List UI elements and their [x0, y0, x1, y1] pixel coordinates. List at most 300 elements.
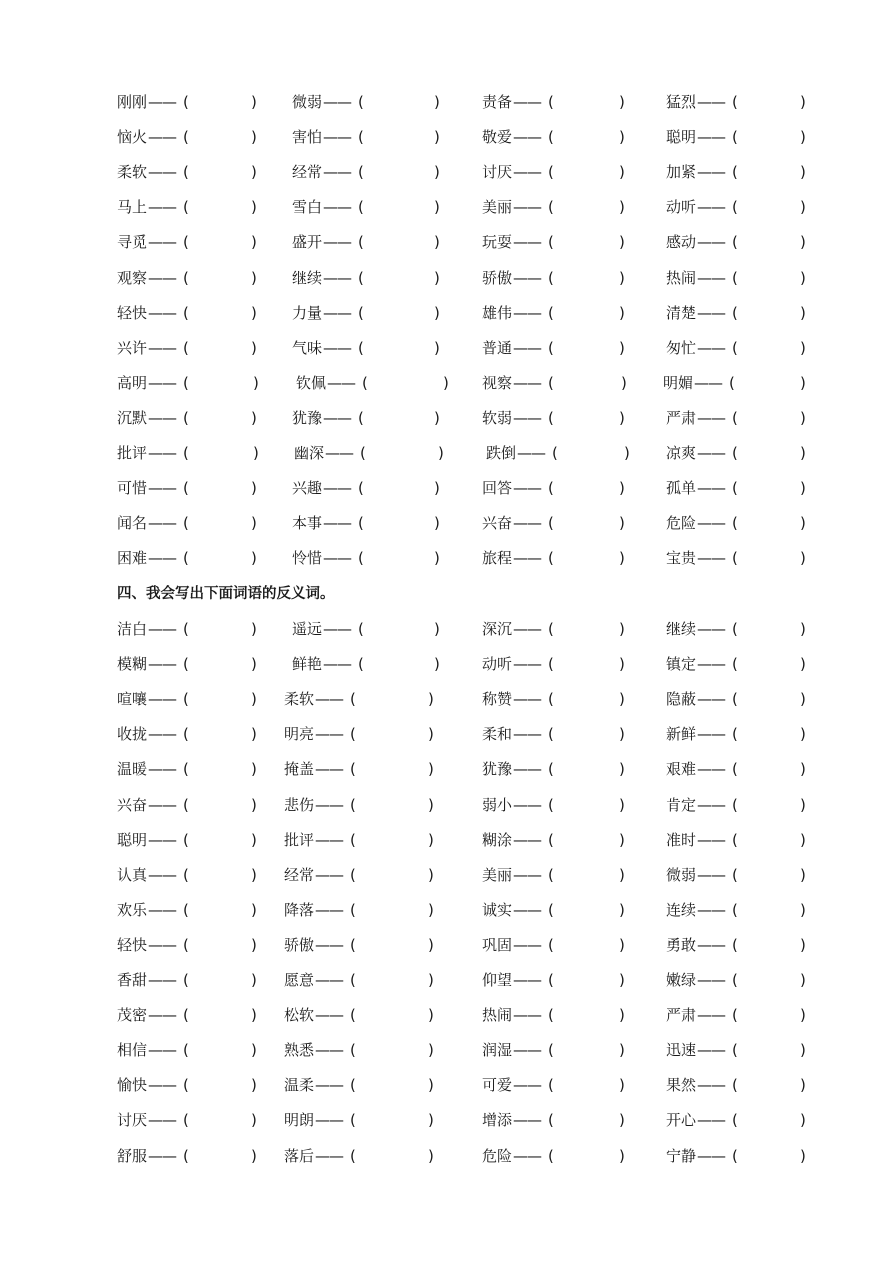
dash-separator: —— — [315, 1041, 344, 1060]
word-entry — [292, 406, 444, 430]
word-entry — [482, 336, 629, 360]
answer-open-paren: ( — [732, 1076, 738, 1095]
answer-close-paren: ) — [251, 338, 257, 357]
word-text: 肯定 — [666, 795, 697, 814]
answer-open-paren: ( — [183, 233, 189, 252]
dash-separator: —— — [148, 303, 177, 322]
answer-close-paren: ) — [800, 795, 806, 814]
dash-separator: —— — [148, 620, 177, 638]
answer-open-paren: ( — [732, 338, 738, 357]
word-text: 兴奋 — [117, 795, 148, 814]
word-text: 认真 — [117, 865, 148, 884]
dash-separator: —— — [513, 128, 542, 147]
dash-separator: —— — [513, 163, 542, 182]
word-text: 经常 — [284, 865, 315, 884]
word-entry — [666, 266, 810, 290]
answer-open-paren: ( — [358, 163, 364, 182]
answer-close-paren: ) — [800, 268, 806, 287]
answer-open-paren: ( — [732, 865, 738, 884]
word-text: 柔软 — [117, 163, 148, 182]
answer-close-paren: ) — [800, 655, 806, 674]
answer-open-paren: ( — [183, 620, 189, 638]
dash-separator: —— — [323, 303, 352, 322]
word-entry — [666, 511, 810, 535]
answer-open-paren: ( — [183, 760, 189, 779]
dash-separator: —— — [323, 620, 352, 638]
dash-separator: —— — [315, 971, 344, 989]
word-entry — [117, 1108, 261, 1132]
answer-close-paren: ) — [253, 444, 259, 462]
word-row — [0, 652, 892, 676]
word-text: 气味 — [292, 338, 323, 357]
dash-separator: —— — [148, 690, 177, 709]
word-text: 热闹 — [666, 268, 697, 287]
answer-close-paren: ) — [251, 408, 257, 427]
answer-open-paren: ( — [732, 760, 738, 779]
word-entry — [292, 476, 444, 500]
word-text: 增添 — [482, 1111, 513, 1130]
word-entry — [292, 90, 444, 114]
word-entry — [482, 476, 629, 500]
word-entry — [666, 1038, 810, 1062]
answer-open-paren: ( — [548, 865, 554, 884]
word-entry — [666, 968, 810, 992]
word-entry — [292, 230, 444, 254]
dash-separator: —— — [694, 373, 723, 392]
answer-close-paren: ) — [428, 865, 434, 884]
word-text: 润湿 — [482, 1041, 513, 1060]
word-text: 讨厌 — [482, 163, 513, 182]
answer-close-paren: ) — [800, 233, 806, 252]
answer-open-paren: ( — [358, 268, 364, 287]
answer-close-paren: ) — [251, 479, 257, 498]
answer-close-paren: ) — [434, 268, 440, 287]
word-text: 兴趣 — [292, 479, 323, 498]
answer-open-paren: ( — [548, 655, 554, 674]
word-text: 嫩绿 — [666, 971, 697, 989]
answer-open-paren: ( — [548, 338, 554, 357]
answer-close-paren: ) — [251, 1076, 257, 1095]
word-text: 动听 — [482, 655, 513, 674]
dash-separator: —— — [148, 900, 177, 919]
dash-separator: —— — [513, 303, 542, 322]
word-text: 隐蔽 — [666, 690, 697, 709]
answer-open-paren: ( — [548, 795, 554, 814]
word-text: 聪明 — [666, 128, 697, 147]
answer-close-paren: ) — [800, 865, 806, 884]
word-entry — [482, 968, 629, 992]
answer-close-paren: ) — [251, 233, 257, 252]
word-text: 迅速 — [666, 1041, 697, 1060]
word-entry — [284, 1038, 438, 1062]
word-entry — [482, 406, 629, 430]
answer-close-paren: ) — [619, 1146, 625, 1165]
answer-open-paren: ( — [183, 655, 189, 674]
answer-close-paren: ) — [251, 865, 257, 884]
word-text: 感动 — [666, 233, 697, 252]
answer-open-paren: ( — [548, 479, 554, 498]
dash-separator: —— — [697, 795, 726, 814]
dash-separator: —— — [697, 760, 726, 779]
word-text: 继续 — [666, 620, 697, 638]
word-entry — [666, 160, 810, 184]
answer-close-paren: ) — [800, 163, 806, 182]
dash-separator: —— — [148, 373, 177, 392]
word-text: 雪白 — [292, 198, 323, 217]
dash-separator: —— — [513, 268, 542, 287]
word-text: 茂密 — [117, 1006, 148, 1025]
word-entry — [666, 230, 810, 254]
word-text: 温柔 — [284, 1076, 315, 1095]
word-entry — [666, 617, 810, 641]
word-row — [0, 441, 892, 465]
dash-separator: —— — [315, 935, 344, 954]
word-entry — [284, 687, 438, 711]
word-entry — [666, 793, 810, 817]
dash-separator: —— — [513, 373, 542, 392]
answer-close-paren: ) — [251, 1041, 257, 1060]
answer-open-paren: ( — [358, 338, 364, 357]
dash-separator: —— — [315, 830, 344, 849]
dash-separator: —— — [697, 303, 726, 322]
word-entry — [117, 898, 261, 922]
answer-open-paren: ( — [183, 373, 189, 392]
word-entry — [284, 898, 438, 922]
word-text: 恼火 — [117, 128, 148, 147]
word-text: 犹豫 — [292, 408, 323, 427]
word-text: 骄傲 — [284, 935, 315, 954]
word-entry — [117, 617, 261, 641]
word-entry — [482, 90, 629, 114]
dash-separator: —— — [697, 479, 726, 498]
dash-separator: —— — [323, 338, 352, 357]
word-text: 美丽 — [482, 865, 513, 884]
dash-separator: —— — [513, 865, 542, 884]
word-entry — [117, 1073, 261, 1097]
word-text: 熟悉 — [284, 1041, 315, 1060]
answer-close-paren: ) — [251, 1111, 257, 1130]
dash-separator: —— — [697, 1111, 726, 1130]
answer-close-paren: ) — [251, 198, 257, 217]
answer-close-paren: ) — [619, 338, 625, 357]
answer-open-paren: ( — [358, 408, 364, 427]
answer-open-paren: ( — [183, 795, 189, 814]
word-row — [0, 722, 892, 746]
word-text: 果然 — [666, 1076, 697, 1095]
answer-close-paren: ) — [619, 408, 625, 427]
dash-separator: —— — [697, 198, 726, 217]
answer-open-paren: ( — [350, 1146, 356, 1165]
word-text: 降落 — [284, 900, 315, 919]
dash-separator: —— — [148, 163, 177, 182]
word-entry — [284, 793, 438, 817]
dash-separator: —— — [315, 690, 344, 709]
word-text: 深沉 — [482, 620, 513, 638]
answer-close-paren: ) — [619, 514, 625, 533]
answer-close-paren: ) — [800, 479, 806, 498]
word-text: 幽深 — [294, 444, 325, 462]
answer-open-paren: ( — [548, 373, 554, 392]
word-entry — [666, 406, 810, 430]
word-entry — [482, 1144, 629, 1168]
answer-open-paren: ( — [548, 620, 554, 638]
word-row — [0, 230, 892, 254]
answer-open-paren: ( — [552, 444, 558, 462]
answer-open-paren: ( — [732, 549, 738, 568]
word-entry — [482, 511, 629, 535]
dash-separator: —— — [513, 408, 542, 427]
answer-close-paren: ) — [800, 725, 806, 744]
answer-open-paren: ( — [732, 690, 738, 709]
answer-close-paren: ) — [619, 233, 625, 252]
word-entry — [292, 652, 444, 676]
answer-close-paren: ) — [800, 549, 806, 568]
word-text: 相信 — [117, 1041, 148, 1060]
dash-separator: —— — [315, 725, 344, 744]
word-entry — [482, 863, 629, 887]
word-entry — [482, 757, 629, 781]
word-text: 钦佩 — [296, 373, 327, 392]
dash-separator: —— — [513, 1111, 542, 1130]
dash-separator: —— — [697, 900, 726, 919]
dash-separator: —— — [323, 163, 352, 182]
word-text: 洁白 — [117, 620, 148, 638]
answer-open-paren: ( — [350, 1006, 356, 1025]
word-text: 微弱 — [666, 865, 697, 884]
answer-close-paren: ) — [800, 760, 806, 779]
answer-open-paren: ( — [358, 514, 364, 533]
answer-open-paren: ( — [548, 408, 554, 427]
answer-close-paren: ) — [619, 971, 625, 989]
answer-close-paren: ) — [251, 935, 257, 954]
answer-open-paren: ( — [183, 865, 189, 884]
word-entry — [482, 1108, 629, 1132]
word-entry — [284, 1003, 438, 1027]
word-text: 欢乐 — [117, 900, 148, 919]
dash-separator: —— — [148, 1041, 177, 1060]
answer-close-paren: ) — [251, 163, 257, 182]
answer-open-paren: ( — [732, 655, 738, 674]
answer-close-paren: ) — [428, 830, 434, 849]
dash-separator: —— — [513, 198, 542, 217]
word-text: 艰难 — [666, 760, 697, 779]
word-entry — [666, 336, 810, 360]
word-text: 明朗 — [284, 1111, 315, 1130]
dash-separator: —— — [697, 1041, 726, 1060]
answer-open-paren: ( — [358, 549, 364, 568]
dash-separator: —— — [148, 198, 177, 217]
word-entry — [482, 371, 631, 395]
word-row — [0, 1038, 892, 1062]
dash-separator: —— — [148, 514, 177, 533]
word-entry — [666, 90, 810, 114]
word-text: 温暖 — [117, 760, 148, 779]
word-row — [0, 687, 892, 711]
answer-close-paren: ) — [434, 338, 440, 357]
answer-open-paren: ( — [350, 725, 356, 744]
word-entry — [666, 863, 810, 887]
word-text: 批评 — [117, 444, 148, 462]
answer-close-paren: ) — [619, 760, 625, 779]
answer-close-paren: ) — [619, 620, 625, 638]
answer-close-paren: ) — [800, 373, 806, 392]
word-entry — [666, 125, 810, 149]
dash-separator: —— — [315, 1146, 344, 1165]
dash-separator: —— — [148, 655, 177, 674]
word-text: 香甜 — [117, 971, 148, 989]
word-entry — [482, 722, 629, 746]
word-text: 模糊 — [117, 655, 148, 674]
word-entry — [666, 441, 810, 465]
answer-open-paren: ( — [548, 1111, 554, 1130]
answer-close-paren: ) — [251, 690, 257, 709]
word-entry — [666, 195, 810, 219]
dash-separator: —— — [513, 830, 542, 849]
answer-open-paren: ( — [732, 444, 738, 462]
word-entry — [117, 863, 261, 887]
dash-separator: —— — [513, 620, 542, 638]
word-text: 跌倒 — [486, 444, 517, 462]
word-entry — [666, 828, 810, 852]
word-entry — [666, 933, 810, 957]
word-text: 加紧 — [666, 163, 697, 182]
answer-open-paren: ( — [358, 233, 364, 252]
word-entry — [284, 1144, 438, 1168]
answer-open-paren: ( — [729, 373, 735, 392]
word-row — [0, 125, 892, 149]
word-text: 怜惜 — [292, 549, 323, 568]
word-text: 诚实 — [482, 900, 513, 919]
word-text: 宝贵 — [666, 549, 697, 568]
dash-separator: —— — [323, 93, 352, 111]
dash-separator: —— — [148, 971, 177, 989]
answer-open-paren: ( — [548, 1041, 554, 1060]
dash-separator: —— — [697, 128, 726, 147]
word-entry — [482, 617, 629, 641]
answer-open-paren: ( — [548, 1146, 554, 1165]
dash-separator: —— — [697, 655, 726, 674]
word-text: 愉快 — [117, 1076, 148, 1095]
dash-separator: —— — [323, 233, 352, 252]
word-entry — [482, 266, 629, 290]
dash-separator: —— — [697, 830, 726, 849]
answer-close-paren: ) — [251, 1006, 257, 1025]
word-row — [0, 546, 892, 570]
dash-separator: —— — [315, 1006, 344, 1025]
word-entry — [666, 476, 810, 500]
word-text: 愿意 — [284, 971, 315, 989]
word-text: 开心 — [666, 1111, 697, 1130]
answer-open-paren: ( — [732, 128, 738, 147]
dash-separator: —— — [697, 935, 726, 954]
answer-close-paren: ) — [434, 198, 440, 217]
answer-open-paren: ( — [183, 408, 189, 427]
word-text: 本事 — [292, 514, 323, 533]
word-entry — [117, 933, 261, 957]
answer-open-paren: ( — [732, 935, 738, 954]
word-text: 严肃 — [666, 1006, 697, 1025]
word-entry — [666, 898, 810, 922]
answer-close-paren: ) — [434, 655, 440, 674]
dash-separator: —— — [513, 760, 542, 779]
dash-separator: —— — [697, 620, 726, 638]
answer-close-paren: ) — [251, 620, 257, 638]
answer-open-paren: ( — [183, 830, 189, 849]
dash-separator: —— — [697, 444, 726, 462]
dash-separator: —— — [697, 408, 726, 427]
word-row — [0, 511, 892, 535]
answer-open-paren: ( — [183, 479, 189, 498]
dash-separator: —— — [697, 93, 726, 111]
word-text: 凉爽 — [666, 444, 697, 462]
word-entry — [117, 1003, 261, 1027]
dash-separator: —— — [513, 1076, 542, 1095]
answer-close-paren: ) — [800, 830, 806, 849]
answer-open-paren: ( — [183, 1146, 189, 1165]
answer-open-paren: ( — [548, 690, 554, 709]
word-text: 经常 — [292, 163, 323, 182]
dash-separator: —— — [323, 268, 352, 287]
dash-separator: —— — [513, 338, 542, 357]
dash-separator: —— — [517, 444, 546, 462]
answer-close-paren: ) — [619, 1076, 625, 1095]
dash-separator: —— — [323, 549, 352, 568]
dash-separator: —— — [513, 795, 542, 814]
word-entry — [482, 301, 629, 325]
answer-close-paren: ) — [619, 268, 625, 287]
word-text: 猛烈 — [666, 93, 697, 111]
word-text: 困难 — [117, 549, 148, 568]
dash-separator: —— — [148, 760, 177, 779]
dash-separator: —— — [148, 725, 177, 744]
word-text: 视察 — [482, 373, 513, 392]
section-heading: 四、我会写出下面词语的反义词。 — [117, 586, 335, 602]
dash-separator: —— — [697, 1076, 726, 1095]
word-text: 美丽 — [482, 198, 513, 217]
word-text: 遥远 — [292, 620, 323, 638]
answer-close-paren: ) — [251, 795, 257, 814]
word-text: 柔软 — [284, 690, 315, 709]
word-entry — [117, 968, 261, 992]
word-entry — [292, 195, 444, 219]
word-entry — [663, 371, 810, 395]
word-row — [0, 898, 892, 922]
dash-separator: —— — [148, 865, 177, 884]
word-entry — [117, 266, 261, 290]
dash-separator: —— — [325, 444, 354, 462]
answer-open-paren: ( — [183, 549, 189, 568]
answer-open-paren: ( — [183, 198, 189, 217]
answer-close-paren: ) — [251, 971, 257, 989]
answer-close-paren: ) — [434, 620, 440, 638]
word-entry — [117, 125, 261, 149]
answer-close-paren: ) — [251, 760, 257, 779]
dash-separator: —— — [323, 479, 352, 498]
word-entry — [482, 1003, 629, 1027]
word-text: 盛开 — [292, 233, 323, 252]
answer-close-paren: ) — [619, 865, 625, 884]
word-text: 糊涂 — [482, 830, 513, 849]
word-text: 玩耍 — [482, 233, 513, 252]
answer-close-paren: ) — [800, 303, 806, 322]
word-text: 动听 — [666, 198, 697, 217]
word-entry — [117, 336, 261, 360]
dash-separator: —— — [148, 830, 177, 849]
word-entry — [482, 652, 629, 676]
word-text: 明媚 — [663, 373, 694, 392]
word-text: 危险 — [482, 1146, 513, 1165]
answer-open-paren: ( — [350, 1041, 356, 1060]
